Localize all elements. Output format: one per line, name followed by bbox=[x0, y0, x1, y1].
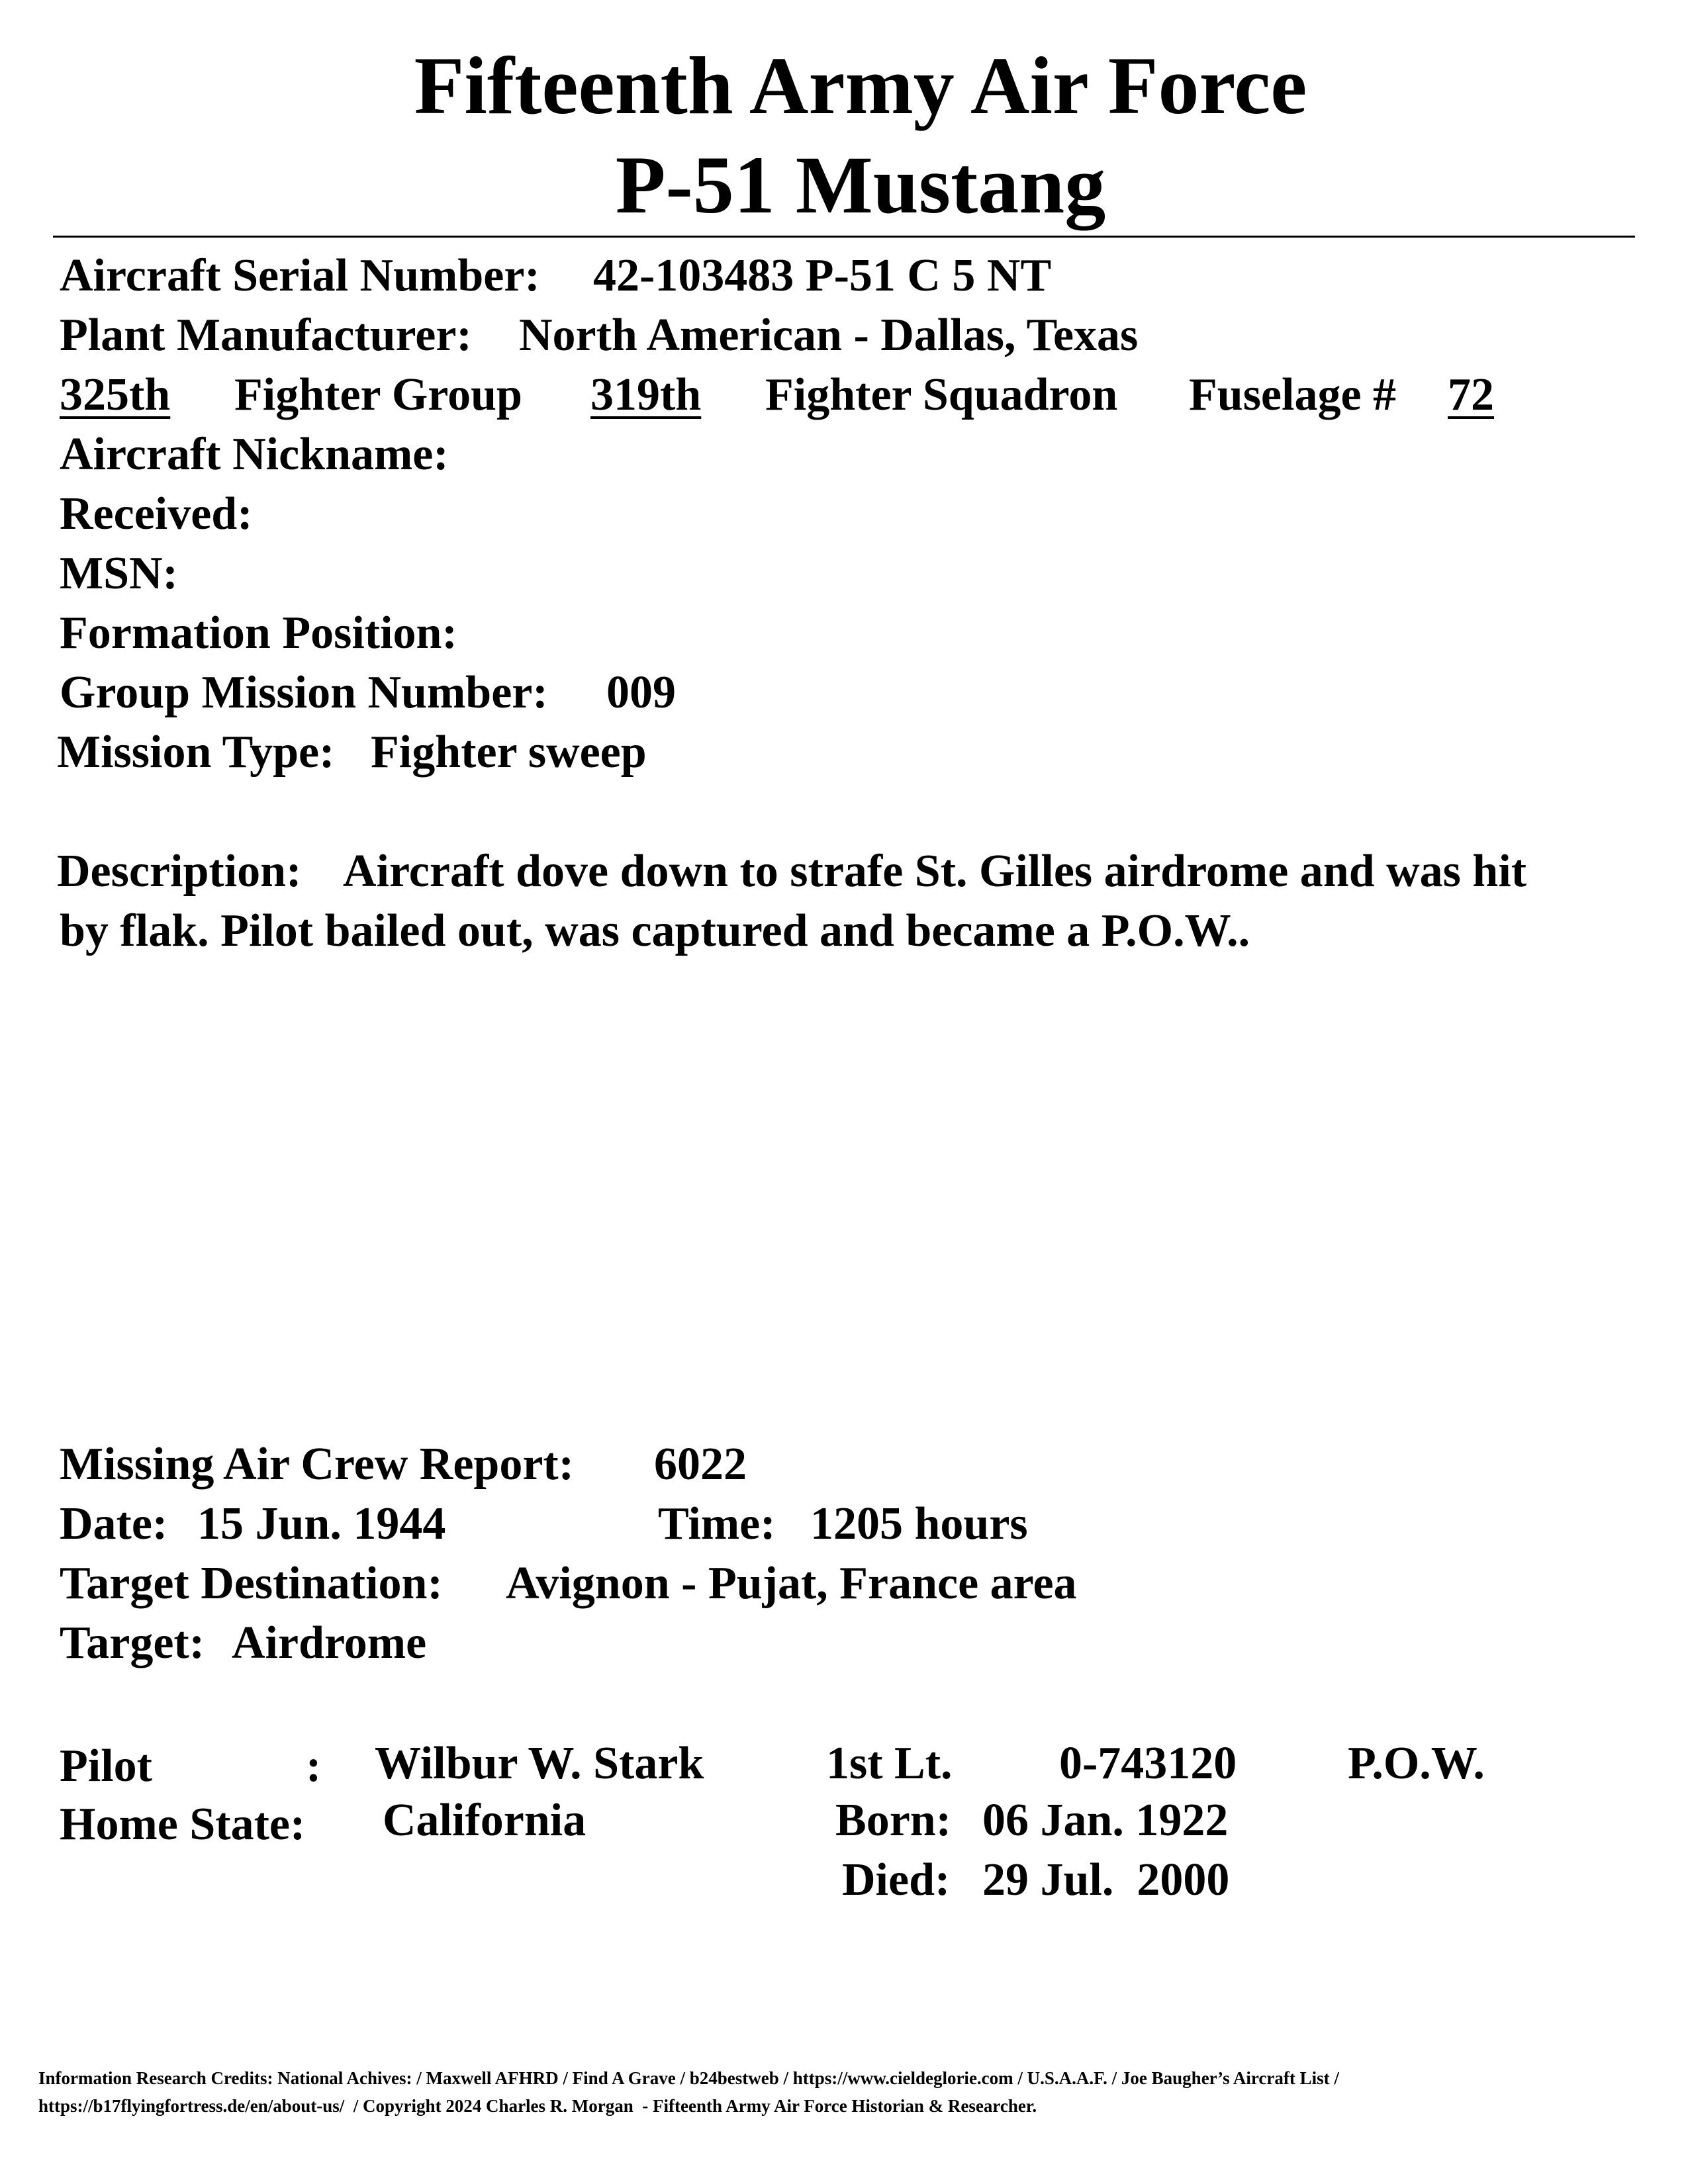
target-value: Airdrome bbox=[232, 1617, 427, 1668]
died-label: Died: bbox=[842, 1854, 951, 1905]
credits-line-2: https://b17flyingfortress.de/en/about-us/ / Copyright 2024 Charles R. Morgan - Fifteenth Army Air Force Historian & Researcher. bbox=[38, 2096, 1037, 2116]
serial-label: Aircraft Serial Number: bbox=[60, 250, 540, 301]
date-value: 15 Jun. 1944 bbox=[197, 1498, 446, 1549]
header-divider bbox=[53, 236, 1635, 238]
destination-value: Avignon - Pujat, France area bbox=[506, 1558, 1077, 1609]
fuselage-value: 72 bbox=[1448, 369, 1494, 420]
time-label: Time: bbox=[658, 1498, 776, 1549]
destination-label: Target Destination: bbox=[60, 1558, 443, 1609]
squadron-label: Fighter Squadron bbox=[765, 369, 1118, 420]
time-value: 1205 hours bbox=[810, 1498, 1028, 1549]
description-line-1: Aircraft dove down to strafe St. Gilles airdrome and was hit bbox=[343, 846, 1527, 897]
macr-label: Missing Air Crew Report: bbox=[60, 1439, 575, 1490]
pilot-rank: 1st Lt. bbox=[826, 1738, 953, 1789]
died-value: 29 Jul. 2000 bbox=[982, 1854, 1230, 1905]
mission-type-value: Fighter sweep bbox=[371, 727, 647, 778]
credits-line-1: Information Research Credits: National Achives: / Maxwell AFHRD / Find A Grave / b24bestweb / https://www.cieldeglorie.com / U.S.A.A.F. / Joe Baugher’s Aircraft List / bbox=[38, 2068, 1339, 2088]
pilot-status: P.O.W. bbox=[1348, 1738, 1485, 1789]
squadron-value: 319th bbox=[590, 369, 702, 420]
description-line-2: by flak. Pilot bailed out, was captured and became a P.O.W.. bbox=[60, 905, 1250, 956]
page-title: Fifteenth Army Air Force bbox=[414, 40, 1307, 131]
description-label: Description: bbox=[57, 846, 302, 897]
macr-value: 6022 bbox=[654, 1439, 747, 1490]
home-state-label: Home State: bbox=[60, 1799, 306, 1850]
pilot-serial: 0-743120 bbox=[1059, 1738, 1237, 1789]
date-label: Date: bbox=[60, 1498, 168, 1549]
born-value: 06 Jan. 1922 bbox=[982, 1795, 1229, 1846]
manufacturer-label: Plant Manufacturer: bbox=[60, 310, 472, 361]
formation-label: Formation Position: bbox=[60, 608, 457, 659]
group-mission-label: Group Mission Number: bbox=[60, 667, 548, 718]
fuselage-label: Fuselage # bbox=[1189, 369, 1397, 420]
group-mission-value: 009 bbox=[606, 667, 676, 718]
pilot-name: Wilbur W. Stark bbox=[375, 1738, 704, 1789]
manufacturer-value: North American - Dallas, Texas bbox=[519, 310, 1139, 361]
group-value: 325th bbox=[60, 369, 171, 420]
born-label: Born: bbox=[835, 1795, 951, 1846]
group-label: Fighter Group bbox=[234, 369, 522, 420]
pilot-label: Pilot bbox=[60, 1741, 152, 1792]
mission-type-label: Mission Type: bbox=[57, 727, 335, 778]
serial-value: 42-103483 P-51 C 5 NT bbox=[593, 250, 1052, 301]
home-state-value: California bbox=[383, 1795, 586, 1846]
page-subtitle: P-51 Mustang bbox=[615, 140, 1106, 230]
pilot-colon: : bbox=[306, 1741, 322, 1792]
nickname-label: Aircraft Nickname: bbox=[60, 429, 449, 480]
received-label: Received: bbox=[60, 488, 253, 539]
target-label: Target: bbox=[60, 1617, 205, 1668]
msn-label: MSN: bbox=[60, 548, 178, 599]
